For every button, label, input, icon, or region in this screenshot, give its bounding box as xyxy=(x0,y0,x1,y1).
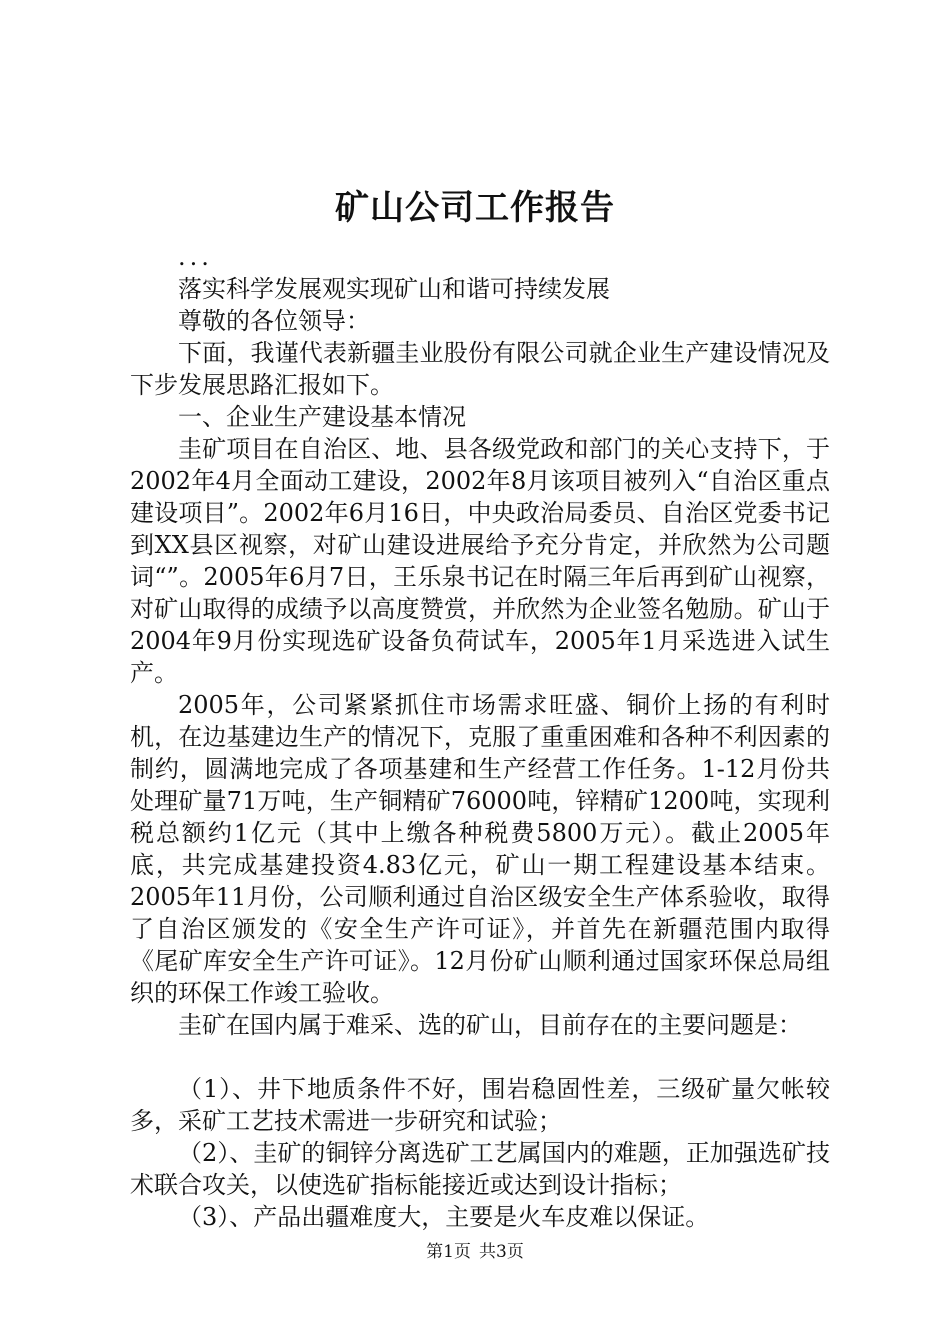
page-footer xyxy=(0,1240,950,1264)
subtitle-paragraph: 落实科学发展观实现矿山和谐可持续发展 xyxy=(178,275,610,303)
list-item: （2）、圭矿的铜锌分离选矿工艺属国内的难题，正加强选矿技术联合攻关，以使选矿指标能接近或达到设计指标； xyxy=(130,1139,830,1199)
document-body xyxy=(130,241,830,1233)
body-paragraph: 圭矿项目在自治区、地、县各级党政和部门的关心支持下，于2002年4月全面动工建设，2002年8月该项目被列入“自治区重点建设项目”。2002年6月16日，中央政治局委员、自治区党委书记到XX县区视察，对矿山建设进展给予充分肯定，并欣然为公司题词“”。2005年6月7日，王乐泉书记在时隔三年后再到矿山视察，对矿山取得的成绩予以高度赞赏，并欣然为企业签名勉励。矿山于2004年9月份实现选矿设备负荷试车，2005年1月采选进入试生产。 xyxy=(130,435,830,687)
salutation-paragraph: 尊敬的各位领导： xyxy=(178,307,370,335)
document-title: 矿山公司工作报告 xyxy=(335,188,615,228)
body-paragraph: 圭矿在国内属于难采、选的矿山，目前存在的主要问题是： xyxy=(178,1011,802,1039)
blank-line xyxy=(130,1041,830,1073)
page-total: 共3页 xyxy=(479,1242,524,1262)
list-item: （1）、井下地质条件不好，围岩稳固性差，三级矿量欠帐较多，采矿工艺技术需进一步研究和试验； xyxy=(130,1075,830,1135)
intro-paragraph: 下面，我谨代表新疆圭业股份有限公司就企业生产建设情况及下步发展思路汇报如下。 xyxy=(130,339,830,399)
section-heading: 一、企业生产建设基本情况 xyxy=(178,403,466,431)
body-paragraph: 2005年，公司紧紧抓住市场需求旺盛、铜价上扬的有利时机，在边基建边生产的情况下，克服了重重困难和各种不利因素的制约，圆满地完成了各项基建和生产经营工作任务。1-12月份共处理矿量71万吨，生产铜精矿76000吨，锌精矿1200吨，实现利税总额约1亿元（其中上缴各种税费5800万元）。截止2005年底，共完成基建投资4.83亿元，矿山一期工程建设基本结束。2005年11月份，公司顺利通过自治区级安全生产体系验收，取得了自治区颁发的《安全生产许可证》，并首先在新疆范围内取得《尾矿库安全生产许可证》。12月份矿山顺利通过国家环保总局组织的环保工作竣工验收。 xyxy=(130,691,830,1007)
page-number: 第1页 xyxy=(426,1242,471,1262)
ellipsis-line: ... xyxy=(178,243,213,271)
list-item: （3）、产品出疆难度大，主要是火车皮难以保证。 xyxy=(178,1203,710,1231)
